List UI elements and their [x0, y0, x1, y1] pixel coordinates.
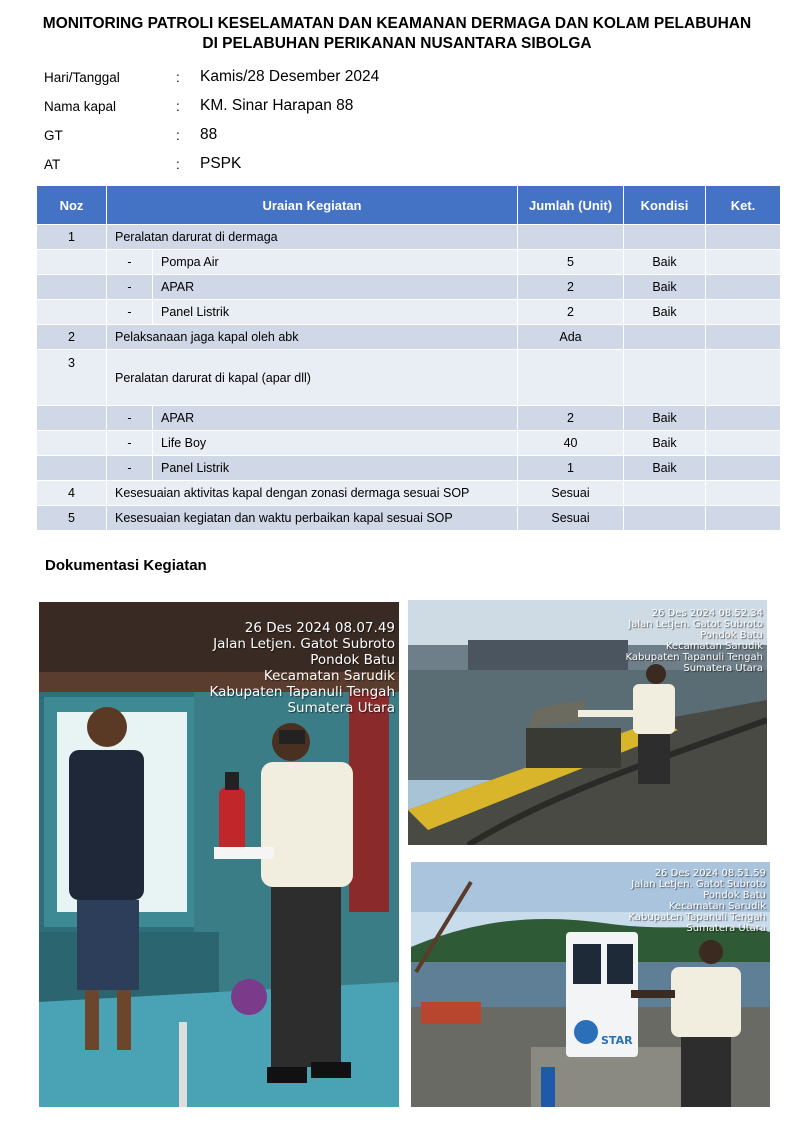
- table-row: [37, 325, 781, 350]
- row-jumlah: 5: [518, 250, 624, 275]
- stamp-line: Sumatera Utara: [686, 923, 766, 934]
- row-no: 3: [37, 350, 107, 406]
- title-line-1: MONITORING PATROLI KESELAMATAN DAN KEAMANAN DERMAGA DAN KOLAM PELABUHAN: [42, 15, 752, 32]
- row-desc: Peralatan darurat di dermaga: [107, 225, 518, 250]
- stamp-line: Jalan Letjen. Gatot Subroto: [628, 619, 763, 630]
- row-ket: [706, 350, 781, 406]
- stamp-line: Pondok Batu: [310, 652, 395, 668]
- table-row: [37, 431, 781, 456]
- row-no: 2: [37, 325, 107, 350]
- row-jumlah: 2: [518, 406, 624, 431]
- header-uraian: Uraian Kegiatan: [107, 186, 518, 225]
- row-ket: [706, 325, 781, 350]
- monitoring-table: [36, 185, 781, 531]
- stamp-line: Jalan Letjen. Gatot Subroto: [213, 636, 395, 652]
- row-jumlah: [518, 225, 624, 250]
- row-kondisi: Baik: [624, 406, 706, 431]
- info-value: 88: [200, 126, 218, 143]
- stamp-line: 26 Des 2024 08.51.59: [654, 868, 766, 879]
- row-no: 5: [37, 506, 107, 531]
- row-desc: Pelaksanaan jaga kapal oleh abk: [107, 325, 518, 350]
- row-jumlah: [518, 350, 624, 406]
- info-label: AT: [44, 157, 61, 172]
- row-no: 4: [37, 481, 107, 506]
- photo-fuel-pump: [411, 862, 770, 1107]
- info-colon: :: [176, 99, 180, 114]
- row-kondisi: [624, 481, 706, 506]
- row-jumlah: Sesuai: [518, 481, 624, 506]
- row-dash: -: [107, 431, 153, 456]
- row-jumlah: 2: [518, 275, 624, 300]
- row-no: [37, 456, 107, 481]
- info-value: Kamis/28 Desember 2024: [200, 68, 380, 85]
- table-row: [37, 250, 781, 275]
- stamp-line: Kecamatan Sarudik: [668, 901, 766, 912]
- row-no: [37, 275, 107, 300]
- row-item: Panel Listrik: [153, 300, 518, 325]
- row-dash: -: [107, 250, 153, 275]
- row-desc: Kesesuaian kegiatan dan waktu perbaikan kapal sesuai SOP: [107, 506, 518, 531]
- info-colon: :: [176, 70, 180, 85]
- table-row: [37, 456, 781, 481]
- row-ket: [706, 406, 781, 431]
- row-kondisi: [624, 350, 706, 406]
- info-value: KM. Sinar Harapan 88: [200, 97, 354, 114]
- row-ket: [706, 225, 781, 250]
- header-jumlah: Jumlah (Unit): [518, 186, 624, 225]
- stamp-line: Pondok Batu: [703, 890, 766, 901]
- row-kondisi: [624, 506, 706, 531]
- row-dash: -: [107, 406, 153, 431]
- info-label: GT: [44, 128, 63, 143]
- row-no: [37, 431, 107, 456]
- stamp-line: Kabupaten Tapanuli Tengah: [209, 684, 395, 700]
- row-jumlah: 40: [518, 431, 624, 456]
- stamp-line: Kecamatan Sarudik: [263, 668, 395, 684]
- row-item: Panel Listrik: [153, 456, 518, 481]
- row-ket: [706, 431, 781, 456]
- row-kondisi: [624, 325, 706, 350]
- table-row: [37, 350, 781, 406]
- row-ket: [706, 481, 781, 506]
- info-colon: :: [176, 157, 180, 172]
- table-row: [37, 506, 781, 531]
- title-line-2: DI PELABUHAN PERIKANAN NUSANTARA SIBOLGA: [202, 35, 592, 52]
- row-jumlah: Ada: [518, 325, 624, 350]
- row-jumlah: 1: [518, 456, 624, 481]
- stamp-line: Sumatera Utara: [683, 663, 763, 674]
- stamp-line: Kabupaten Tapanuli Tengah: [628, 912, 766, 923]
- info-value: PSPK: [200, 155, 242, 172]
- info-colon: :: [176, 128, 180, 143]
- row-kondisi: Baik: [624, 456, 706, 481]
- stamp-line: Sumatera Utara: [287, 700, 395, 716]
- documentation-title: Dokumentasi Kegiatan: [45, 557, 207, 574]
- photo-1-stamp: [209, 620, 395, 716]
- stamp-line: 26 Des 2024 08.07.49: [244, 620, 395, 636]
- stamp-line: Pondok Batu: [700, 630, 763, 641]
- photo-2-stamp: [626, 608, 763, 674]
- row-item: APAR: [153, 406, 518, 431]
- stamp-line: 26 Des 2024 08.52.34: [651, 608, 763, 619]
- row-desc: Peralatan darurat di kapal (apar dll): [107, 350, 518, 406]
- row-kondisi: Baik: [624, 300, 706, 325]
- row-ket: [706, 300, 781, 325]
- pump-label: STAR: [601, 1034, 633, 1047]
- row-ket: [706, 506, 781, 531]
- row-ket: [706, 250, 781, 275]
- row-jumlah: 2: [518, 300, 624, 325]
- table-header-row: [37, 186, 781, 225]
- row-jumlah: Sesuai: [518, 506, 624, 531]
- stamp-line: Kecamatan Sarudik: [665, 641, 763, 652]
- row-no: [37, 300, 107, 325]
- row-no: [37, 406, 107, 431]
- stamp-line: Jalan Letjen. Gatot Subroto: [631, 879, 766, 890]
- row-no: [37, 250, 107, 275]
- stamp-line: Kabupaten Tapanuli Tengah: [625, 652, 763, 663]
- table-row: [37, 275, 781, 300]
- row-dash: -: [107, 275, 153, 300]
- row-item: Pompa Air: [153, 250, 518, 275]
- row-dash: -: [107, 456, 153, 481]
- table-row: [37, 406, 781, 431]
- header-kondisi: Kondisi: [624, 186, 706, 225]
- row-kondisi: Baik: [624, 250, 706, 275]
- row-no: 1: [37, 225, 107, 250]
- row-item: APAR: [153, 275, 518, 300]
- header-no: Noz: [37, 186, 107, 225]
- info-label: Nama kapal: [44, 99, 117, 114]
- row-kondisi: [624, 225, 706, 250]
- row-dash: -: [107, 300, 153, 325]
- table-row: [37, 225, 781, 250]
- header-ket: Ket.: [706, 186, 781, 225]
- row-ket: [706, 456, 781, 481]
- photo-3-stamp: [629, 868, 766, 934]
- photo-ship-inspection: [39, 602, 399, 1107]
- row-desc: Kesesuaian aktivitas kapal dengan zonasi dermaga sesuai SOP: [107, 481, 518, 506]
- row-kondisi: Baik: [624, 431, 706, 456]
- photo-dock-panel: [408, 600, 767, 845]
- row-ket: [706, 275, 781, 300]
- table-row: [37, 481, 781, 506]
- row-kondisi: Baik: [624, 275, 706, 300]
- row-item: Life Boy: [153, 431, 518, 456]
- document-title: [0, 14, 794, 54]
- table-row: [37, 300, 781, 325]
- info-label: Hari/Tanggal: [44, 70, 120, 85]
